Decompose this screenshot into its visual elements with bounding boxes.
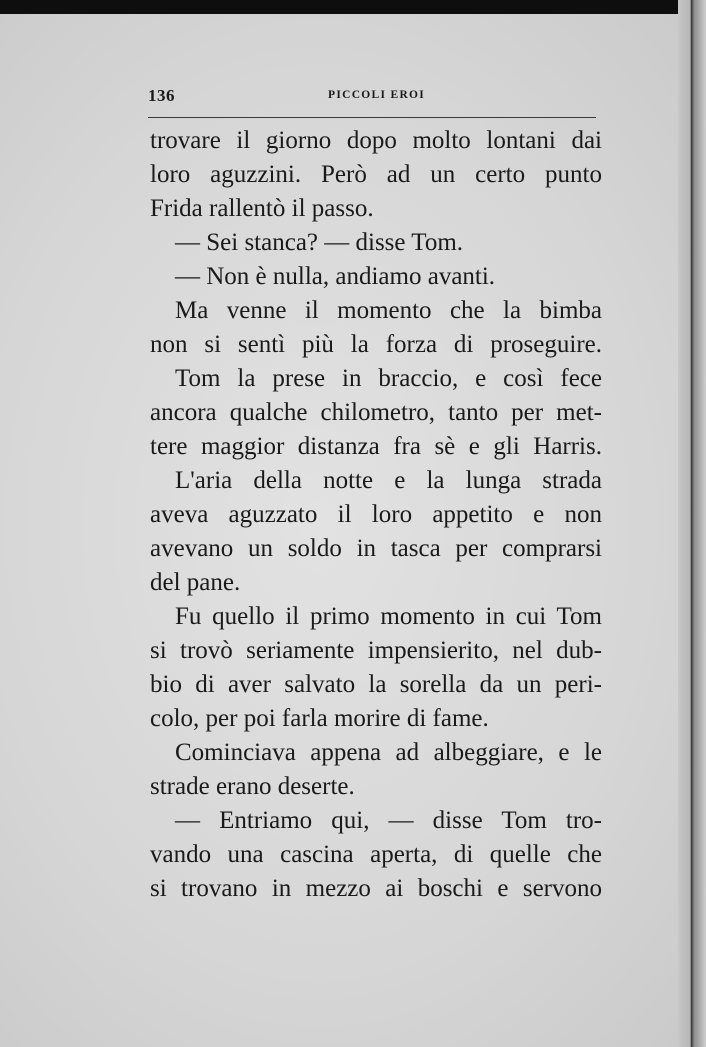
text-line: si trovano in mezzo ai boschi e servono xyxy=(150,875,602,902)
header-rule xyxy=(148,117,596,118)
text-line: Frida rallentò il passo. xyxy=(150,195,374,222)
text-line: Ma venne il momento che la bimba xyxy=(175,297,602,324)
text-line: vando una cascina aperta, di quelle che xyxy=(150,841,602,868)
text-line: non si sentì più la forza di proseguire. xyxy=(150,331,602,358)
text-line: Fu quello il primo momento in cui Tom xyxy=(175,603,602,630)
text-line: ancora qualche chilometro, tanto per met- xyxy=(150,399,602,426)
book-spine-edge xyxy=(678,0,706,1047)
text-line: del pane. xyxy=(150,569,241,596)
text-line: — Sei stanca? — disse Tom. xyxy=(175,229,464,256)
text-line: — Entriamo qui, — disse Tom tro- xyxy=(175,807,602,834)
text-line: colo, per poi farla morire di fame. xyxy=(150,705,489,732)
text-line: avevano un soldo in tasca per comprarsi xyxy=(150,535,602,562)
page-number: 136 xyxy=(148,86,175,105)
text-line: aveva aguzzato il loro appetito e non xyxy=(150,501,602,528)
text-line: trovare il giorno dopo molto lontani dai xyxy=(150,127,602,154)
text-line: Tom la prese in braccio, e così fece xyxy=(175,365,602,392)
text-line: Cominciava appena ad albeggiare, e le xyxy=(175,739,602,766)
scan-top-border xyxy=(0,0,706,14)
text-line: L'aria della notte e la lunga strada xyxy=(175,467,602,494)
text-line: loro aguzzini. Però ad un certo punto xyxy=(150,161,602,188)
text-line: strade erano deserte. xyxy=(150,773,355,800)
running-head: PICCOLI EROI xyxy=(328,89,426,101)
page-header xyxy=(148,86,596,112)
text-line: — Non è nulla, andiamo avanti. xyxy=(175,263,496,290)
body-text xyxy=(150,124,602,906)
text-line: bio di aver salvato la sorella da un peri- xyxy=(150,671,602,698)
text-line: si trovò seriamente impensierito, nel dub- xyxy=(150,637,602,664)
text-line: tere maggior distanza fra sè e gli Harris. xyxy=(150,433,602,460)
